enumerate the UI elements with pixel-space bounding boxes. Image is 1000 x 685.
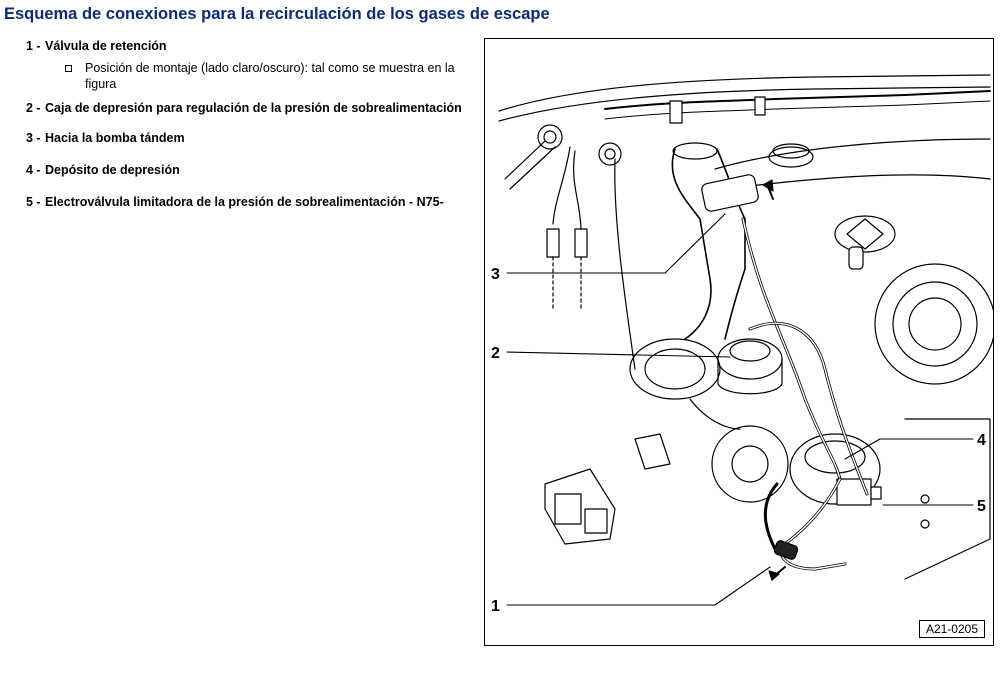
legend-item-1 <box>26 38 476 92</box>
connection-diagram <box>484 38 994 646</box>
engine-cover <box>715 139 990 169</box>
callout-1: 1 <box>491 598 500 615</box>
legend-text: Hacia la bomba tándem <box>45 131 185 145</box>
legend-item-4 <box>26 162 476 178</box>
legend-number: 5 - <box>26 195 41 209</box>
turbocharger <box>690 399 740 429</box>
legend-item-3 <box>26 130 476 146</box>
check-valve <box>773 540 798 561</box>
turbine-housing <box>712 426 788 502</box>
vacuum-hose <box>765 484 777 549</box>
n75-solenoid <box>871 487 881 499</box>
legend-list <box>26 38 476 210</box>
callout-3: 3 <box>491 266 500 283</box>
callout-4: 4 <box>977 432 986 449</box>
figure-id-label: A21-0205 <box>919 620 985 638</box>
grommet <box>605 149 615 159</box>
sensor-plug <box>547 229 559 257</box>
wastegate-capsule <box>718 339 782 379</box>
oil-cap <box>835 216 895 252</box>
turbo-housing <box>893 282 977 366</box>
cable <box>615 159 635 369</box>
callout-2: 2 <box>491 345 500 362</box>
turbocharger <box>630 339 720 399</box>
intake-duct <box>672 149 711 339</box>
sensor-plug <box>635 434 670 469</box>
legend-number: 1 - <box>26 39 41 53</box>
pipe-clamp <box>755 97 765 115</box>
bolt <box>921 495 929 503</box>
solenoid-valve <box>585 509 607 533</box>
legend-text: Válvula de retención <box>45 39 167 53</box>
legend-subitem-text: Posición de montaje (lado claro/oscuro): tal como se muestra en la figura <box>85 61 455 91</box>
grommet <box>599 143 621 165</box>
flow-arrow <box>763 180 773 191</box>
sensor-plug <box>575 229 587 257</box>
legend-number: 4 - <box>26 163 41 177</box>
leader-line <box>507 214 725 273</box>
hose-clamp <box>701 174 760 213</box>
legend-text: Depósito de depresión <box>45 163 180 177</box>
cable <box>553 147 570 224</box>
legend-number: 2 - <box>26 101 41 115</box>
square-bullet-icon <box>65 65 72 72</box>
upper-pipe <box>605 91 990 109</box>
cable <box>574 151 581 229</box>
turbo-housing <box>909 298 961 350</box>
legend-item-5 <box>26 194 476 210</box>
oil-cap-pipe <box>849 247 863 269</box>
intake-duct <box>673 143 717 159</box>
legend-text: Caja de depresión para regulación de la presión de sobrealimentación <box>45 101 462 115</box>
legend-number: 3 - <box>26 131 41 145</box>
cable <box>505 141 545 179</box>
page-title: Esquema de conexiones para la recirculación de los gases de escape <box>4 5 550 23</box>
cable <box>553 257 581 309</box>
legend-subitem <box>65 60 476 92</box>
oil-cap <box>847 219 883 249</box>
callout-5: 5 <box>977 498 986 515</box>
solenoid-valve <box>555 494 581 524</box>
turbine-housing <box>732 446 768 482</box>
engine-cover <box>725 175 990 189</box>
legend-item-2 <box>26 100 476 116</box>
pipe-clamp <box>670 101 682 123</box>
engine-drawing <box>485 39 994 646</box>
leader-line <box>507 567 770 605</box>
legend-text: Electroválvula limitadora de la presión de sobrealimentación - N75- <box>45 195 444 209</box>
bolt <box>921 520 929 528</box>
grommet <box>538 125 562 149</box>
grommet <box>544 131 556 143</box>
